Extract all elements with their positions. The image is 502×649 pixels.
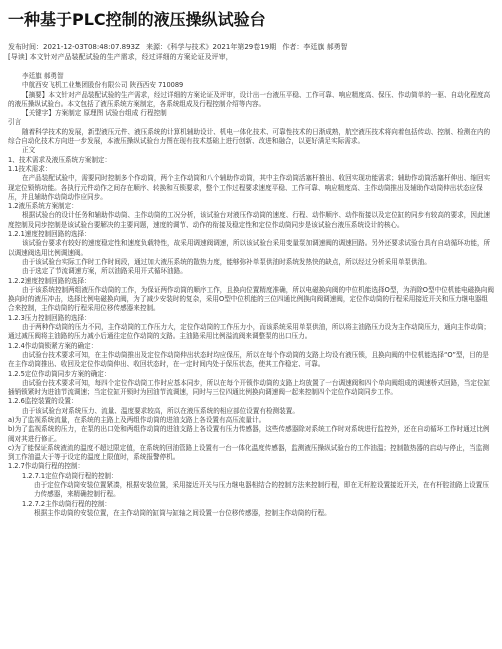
section-paragraph: 在产品装配试验中，需要同时控制多个作动筒，两个主作动筒和八个辅助作动筒，其中主作动筒活塞杆推出、收回实现功能需求；辅助作动筒活塞杆伸出、缩回实现定位锁销功能。各执行元件动作之间存在顺序、转换和互锁要求，整个工作过程要求速度平稳、工作可靠、响应精度高、主作动筒推出及辅助作动筒伸出状态应保压，并且辅助作动筒动作应同步。 [8,174,491,201]
article-title: 一种基于PLC控制的液压操纵试验台 [8,10,266,29]
section-paragraph: 由于该试验台实际工作时工作时间段，通过加大液压系统的散热力度，能够弥补单泵供油时系统发热快的缺点，所以经过分析采用单泵供油。 [22,257,431,266]
section-heading: 1.1技术需求： [8,164,52,173]
author-name: 李廷旗 郝勇智 [22,72,64,80]
article-guide: [导读] 本文针对产品装配试验的生产需求，经过详细的方案论证及评审， [8,53,233,61]
section-heading: 1.2液压系统方案制定： [8,202,78,211]
section-heading: 1、技术需求及液压系统方案制定： [8,155,112,164]
intro-heading: 引言 [8,118,22,127]
author-affiliation: 中航西安飞机工业集团股份有限公司 陕西西安 710089 [22,81,184,90]
article-meta [8,42,494,52]
section-heading: 1.2.7.2主作动筒行程的控制： [22,499,112,508]
section-heading: 1.2.3压力控制回路的选择： [8,313,91,322]
section-heading: 1.2.5定位作动筒同步方案的确定： [8,369,111,378]
section-paragraph: 由于两种作动筒的压力不同，主作动筒的工作压力大，定位作动筒的工作压力小，而该系统采用单泵供油，所以将主油路压力设为主作动筒压力，通向主作动筒；通过减压阀将主油路的压力减小后通往定位作动筒的支路。主油路采用比例溢流阀来调整泵的出口压力。 [8,323,491,341]
section-heading: a)为了监视系统流量，在系统的主路上及两组作动筒的进油支路上各设置有高压流量计。 [8,415,266,424]
section-paragraph: 由试验台技术要求可知，每四个定位作动筒工作时应基本同步，所以在每个开锁作动筒的支路上均放置了一台调速阀和四个单向阀组成的调速桥式回路，当定位缸插销锁紧时为进油节流调速；当定位缸开锁时为回油节流调速，同时与三位四通比例换向调速阀一起来控制四个定位作动筒同步工作。 [8,378,491,397]
section-heading: b)为了监视系统的压力，在泵的出口处和两组作动筒的进油支路上各设置有压力传感器，这些传感器除对系统工作时对系统进行监控外，还在自动循环工作时通过比例阀对其进行修正。 [8,425,490,443]
section-heading: c)为了能保证系统液流的温度不超过限定值，在系统的回油管路上设置有一台一体化温度传感器，监测液压操纵试验台的工作油温；控制散热器的启动与停止，当监测到工作油温大于等于设定的温度上限值时，系统报警停机。 [8,443,489,462]
section-paragraph: 根据主作动筒的安装位置，在主作动筒的缸筒与缸轴之间设置一台位移传感器，控制主作动筒的行程。 [34,508,331,517]
article-body [8,156,494,519]
section-paragraph: 由试验台技术要求可知，在主作动筒推出及定位作动筒伸出状态时均应保压，所以在每个作动筒的支路上均设有液压锁，且换向阀的中位机能选择“O”型，目的是在主作动筒推出、收回及定位作动筒伸出、收回状态时，在一定时间内处于保压状态，使其工作稳定、可靠。 [8,350,489,369]
section-paragraph: 由于定位作动筒安装位置紧凑，根据安装位置，采用接近开关与压力继电器相结合的控制方法来控制行程，即在无杆腔设置接近开关，在有杆腔油路上设置压力传感器，来精确控制行程。 [34,481,489,499]
article-author: 作者：李廷旗 郝勇智 [282,43,348,51]
intro-paragraph: 随着科学技术的发展，新型液压元件、液压系统的计算机辅助设计、机电一体化技术、可靠性技术的日渐成熟，航空液压技术将向着包括传动、控制、检测在内的综合自动化技术方向进一步发展，本液压操纵试验台力图在现有技术基础上进行创新、改进和融合，以更好满足实际需求。 [8,127,491,146]
body-heading: 正文 [22,146,36,155]
section-heading: 1.2.4作动筒锁紧方案的确定： [8,341,98,350]
article-source: 来源：《科学与技术》2021年第29卷19期 [146,43,277,51]
publish-time: 发布时间：2021-12-03T08:48:07.893Z [8,43,140,51]
section-paragraph: 由于该试验台对系统压力、流量、温度要求较高，所以在液压系统的相应部位设置有检测装置。 [22,406,299,415]
section-paragraph: 根据试验台的设计任务和辅助作动筒、主作动筒的工况分析，该试验台对液压作动筒的速度、行程、动作顺序、动作衔接以及定位缸的同步有较高的要求，因此速度控制及同步控制是该试验台要解决的主要问题，速度的调节、动作的衔接及稳定性和定位作动筒同步是该试验台液压系统设计的核心。 [8,211,491,229]
section-paragraph: 由于该系统控制两组液压作动筒的工作，为保证两作动筒的顺序工作，且换向位置精度准确，所以电磁换向阀的中位机能选择O型，为消除O型中位机能电磁换向阀换向时的液压冲击，选择比例电磁换向阀，为了减少安装时的复杂，采用O型中位机能的三位四通比例换向阀调速阀，定位作动筒的行程采用接近开关和压力继电器组合来控制，主作动筒的行程采用位移传感器来控制。 [8,285,494,313]
section-paragraph: 该试验台要求有较好的速度稳定性和速度负载特性，故采用调速阀调速，所以该试验台采用变量泵加调速阀的调速回路。另外还要求试验台具有自动循环功能，所以调速阀选用比例调速阀。 [8,239,491,257]
abstract: 【摘要】本文针对产品装配试验的生产需求，经过详细的方案论证及评审，设计出一台液压平稳、工作可靠、响应精度高、保压、作动简单的一驱、自动化程度高的液压操纵试验台。本文包括了液压系统方案制定，各系统组成及行程控制介绍等内容。 [8,90,491,108]
section-heading: 1.2.7作动筒行程的控制： [8,462,85,471]
section-heading: 1.2.7.1定位作动筒行程的控制： [22,471,118,480]
keywords: 【关键字】方案制定 原理图 试验台组成 行程控制 [22,109,167,118]
section-heading: 1.2.6监控装置的设置： [8,397,78,406]
section-heading: 1.2.1速度控制回路的选择： [8,230,91,239]
section-heading: 1.2.2速度控制回路的选择： [8,276,91,285]
section-paragraph: 由于选定了节流调速方案，所以油路采用开式循环油路。 [22,267,187,276]
